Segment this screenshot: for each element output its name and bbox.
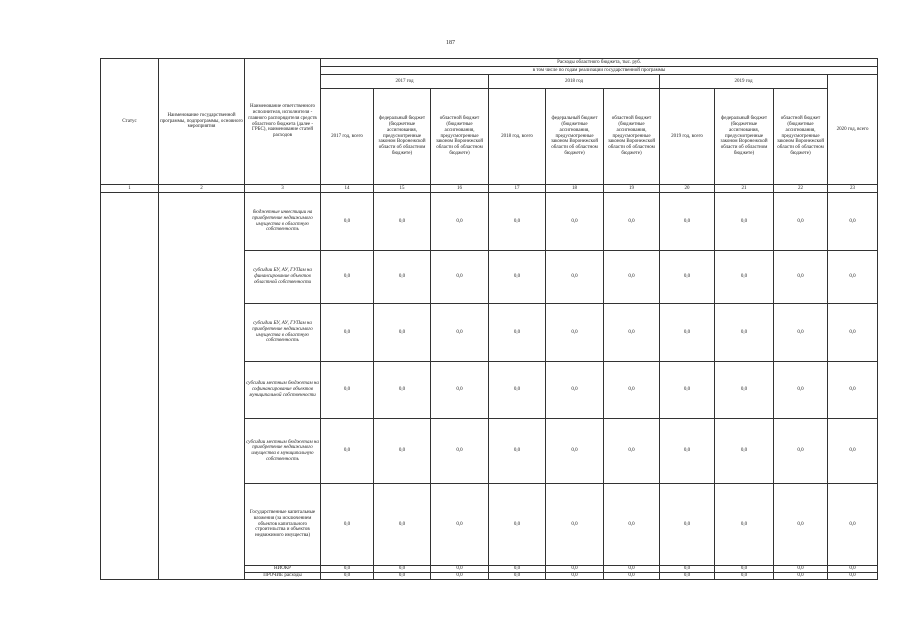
column-number: 20 <box>660 185 715 193</box>
row-label: НИОКР <box>245 566 321 573</box>
value-cell: 0,0 <box>774 484 828 566</box>
value-cell: 0,0 <box>374 419 431 484</box>
value-cell: 0,0 <box>774 362 828 419</box>
value-cell: 0,0 <box>546 304 604 362</box>
column-number: 15 <box>374 185 431 193</box>
header-year-2017: 2017 год <box>321 75 489 89</box>
value-cell: 0,0 <box>715 304 774 362</box>
value-cell: 0,0 <box>604 573 660 580</box>
value-cell: 0,0 <box>604 419 660 484</box>
value-cell: 0,0 <box>546 419 604 484</box>
value-cell: 0,0 <box>828 419 878 484</box>
value-cell: 0,0 <box>660 362 715 419</box>
value-cell: 0,0 <box>431 419 489 484</box>
value-cell: 0,0 <box>431 304 489 362</box>
value-cell: 0,0 <box>489 419 546 484</box>
header-regional-2017: областной бюджет (бюджетные ассигнования, предусмотренные законом Воронежской области об областном бюджете) <box>431 89 489 185</box>
value-cell: 0,0 <box>546 362 604 419</box>
value-cell: 0,0 <box>828 573 878 580</box>
value-cell: 0,0 <box>489 362 546 419</box>
column-number: 21 <box>715 185 774 193</box>
column-number: 19 <box>604 185 660 193</box>
row-label: субсидии местным бюджетам на приобретение недвижимого имущества в муниципальную собственность <box>245 419 321 484</box>
table-row <box>101 193 878 251</box>
value-cell: 0,0 <box>489 566 546 573</box>
value-cell: 0,0 <box>546 251 604 304</box>
column-number: 1 <box>101 185 159 193</box>
header-expenses: Расходы областного бюджета, тыс. руб. <box>321 59 878 67</box>
value-cell: 0,0 <box>660 419 715 484</box>
value-cell: 0,0 <box>774 251 828 304</box>
value-cell: 0,0 <box>774 573 828 580</box>
header-executor: Наименование ответственного исполнителя, исполнителя - главного распорядителя средств областного бюджета (далее - ГРБС), наименование статей расходов <box>245 59 321 185</box>
value-cell: 0,0 <box>660 304 715 362</box>
row-label: субсидии местным бюджетам на софинансирование объектов муниципальной собственности <box>245 362 321 419</box>
header-regional-2018: областной бюджет (бюджетные ассигнования, предусмотренные законом Воронежской области об областном бюджете) <box>604 89 660 185</box>
status-cell <box>101 193 159 580</box>
value-cell: 0,0 <box>321 566 374 573</box>
column-number: 17 <box>489 185 546 193</box>
value-cell: 0,0 <box>604 484 660 566</box>
column-number: 16 <box>431 185 489 193</box>
value-cell: 0,0 <box>715 566 774 573</box>
value-cell: 0,0 <box>715 193 774 251</box>
column-number: 14 <box>321 185 374 193</box>
value-cell: 0,0 <box>374 484 431 566</box>
header-total-2017: 2017 год, всего <box>321 89 374 185</box>
value-cell: 0,0 <box>660 484 715 566</box>
value-cell: 0,0 <box>828 193 878 251</box>
value-cell: 0,0 <box>604 304 660 362</box>
value-cell: 0,0 <box>660 573 715 580</box>
row-label: ПРОЧИЕ расходы <box>245 573 321 580</box>
column-number: 18 <box>546 185 604 193</box>
value-cell: 0,0 <box>828 362 878 419</box>
table-body <box>101 193 878 580</box>
column-number: 22 <box>774 185 828 193</box>
column-numbers-row <box>101 185 878 193</box>
value-cell: 0,0 <box>828 566 878 573</box>
value-cell: 0,0 <box>774 419 828 484</box>
value-cell: 0,0 <box>374 362 431 419</box>
value-cell: 0,0 <box>828 304 878 362</box>
value-cell: 0,0 <box>604 566 660 573</box>
header-federal-2019: федеральный бюджет (бюджетные ассигнования, предусмотренные законом Воронежской области об областном бюджете) <box>715 89 774 185</box>
header-total-2020: 2020 год, всего <box>828 75 878 185</box>
value-cell: 0,0 <box>321 419 374 484</box>
value-cell: 0,0 <box>546 484 604 566</box>
value-cell: 0,0 <box>489 193 546 251</box>
value-cell: 0,0 <box>715 251 774 304</box>
header-regional-2019: областной бюджет (бюджетные ассигнования, предусмотренные законом Воронежской области об областном бюджете) <box>774 89 828 185</box>
header-total-2018: 2018 год, всего <box>489 89 546 185</box>
header-by-years: в том числе по годам реализации государственной программы <box>321 67 878 75</box>
value-cell: 0,0 <box>321 193 374 251</box>
value-cell: 0,0 <box>828 484 878 566</box>
value-cell: 0,0 <box>374 193 431 251</box>
value-cell: 0,0 <box>374 251 431 304</box>
value-cell: 0,0 <box>604 193 660 251</box>
value-cell: 0,0 <box>431 193 489 251</box>
value-cell: 0,0 <box>715 362 774 419</box>
column-number: 2 <box>159 185 245 193</box>
value-cell: 0,0 <box>774 193 828 251</box>
value-cell: 0,0 <box>321 304 374 362</box>
value-cell: 0,0 <box>660 566 715 573</box>
column-number: 3 <box>245 185 321 193</box>
value-cell: 0,0 <box>431 566 489 573</box>
row-label: субсидии БУ, АУ, ГУПам на финансирование объектов областной собственности <box>245 251 321 304</box>
row-label: Государственные капитальные вложения (за исключением объектов капитального строительства и объектов недвижимого имущества) <box>245 484 321 566</box>
value-cell: 0,0 <box>774 566 828 573</box>
value-cell: 0,0 <box>374 573 431 580</box>
value-cell: 0,0 <box>489 251 546 304</box>
value-cell: 0,0 <box>374 566 431 573</box>
value-cell: 0,0 <box>774 304 828 362</box>
value-cell: 0,0 <box>489 304 546 362</box>
value-cell: 0,0 <box>715 419 774 484</box>
budget-table <box>100 58 878 580</box>
value-cell: 0,0 <box>374 304 431 362</box>
value-cell: 0,0 <box>489 573 546 580</box>
value-cell: 0,0 <box>321 573 374 580</box>
page-number: 187 <box>446 40 455 46</box>
header-federal-2018: федеральный бюджет (бюджетные ассигнования, предусмотренные законом Воронежской области об областном бюджете) <box>546 89 604 185</box>
row-label: бюджетные инвестиции на приобретение недвижимого имущества в областную собственность <box>245 193 321 251</box>
value-cell: 0,0 <box>431 484 489 566</box>
row-label: субсидии БУ, АУ, ГУПам на приобретение недвижимого имущества в областную собственность <box>245 304 321 362</box>
value-cell: 0,0 <box>828 251 878 304</box>
column-number: 23 <box>828 185 878 193</box>
value-cell: 0,0 <box>604 251 660 304</box>
value-cell: 0,0 <box>431 362 489 419</box>
program-cell <box>159 193 245 580</box>
header-federal-2017: федеральный бюджет (бюджетные ассигнования, предусмотренные законом Воронежской области об областном бюджете) <box>374 89 431 185</box>
value-cell: 0,0 <box>715 484 774 566</box>
value-cell: 0,0 <box>715 573 774 580</box>
header-year-2018: 2018 год <box>489 75 660 89</box>
header-program-name: Наименование государственной программы, подпрограммы, основного мероприятия <box>159 59 245 185</box>
value-cell: 0,0 <box>604 362 660 419</box>
value-cell: 0,0 <box>321 362 374 419</box>
value-cell: 0,0 <box>660 193 715 251</box>
value-cell: 0,0 <box>431 251 489 304</box>
value-cell: 0,0 <box>660 251 715 304</box>
value-cell: 0,0 <box>321 484 374 566</box>
value-cell: 0,0 <box>546 193 604 251</box>
value-cell: 0,0 <box>321 251 374 304</box>
value-cell: 0,0 <box>431 573 489 580</box>
value-cell: 0,0 <box>546 573 604 580</box>
value-cell: 0,0 <box>546 566 604 573</box>
header-status: Статус <box>101 59 159 185</box>
header-total-2019: 2019 год, всего <box>660 89 715 185</box>
value-cell: 0,0 <box>489 484 546 566</box>
header-year-2019: 2019 год <box>660 75 828 89</box>
